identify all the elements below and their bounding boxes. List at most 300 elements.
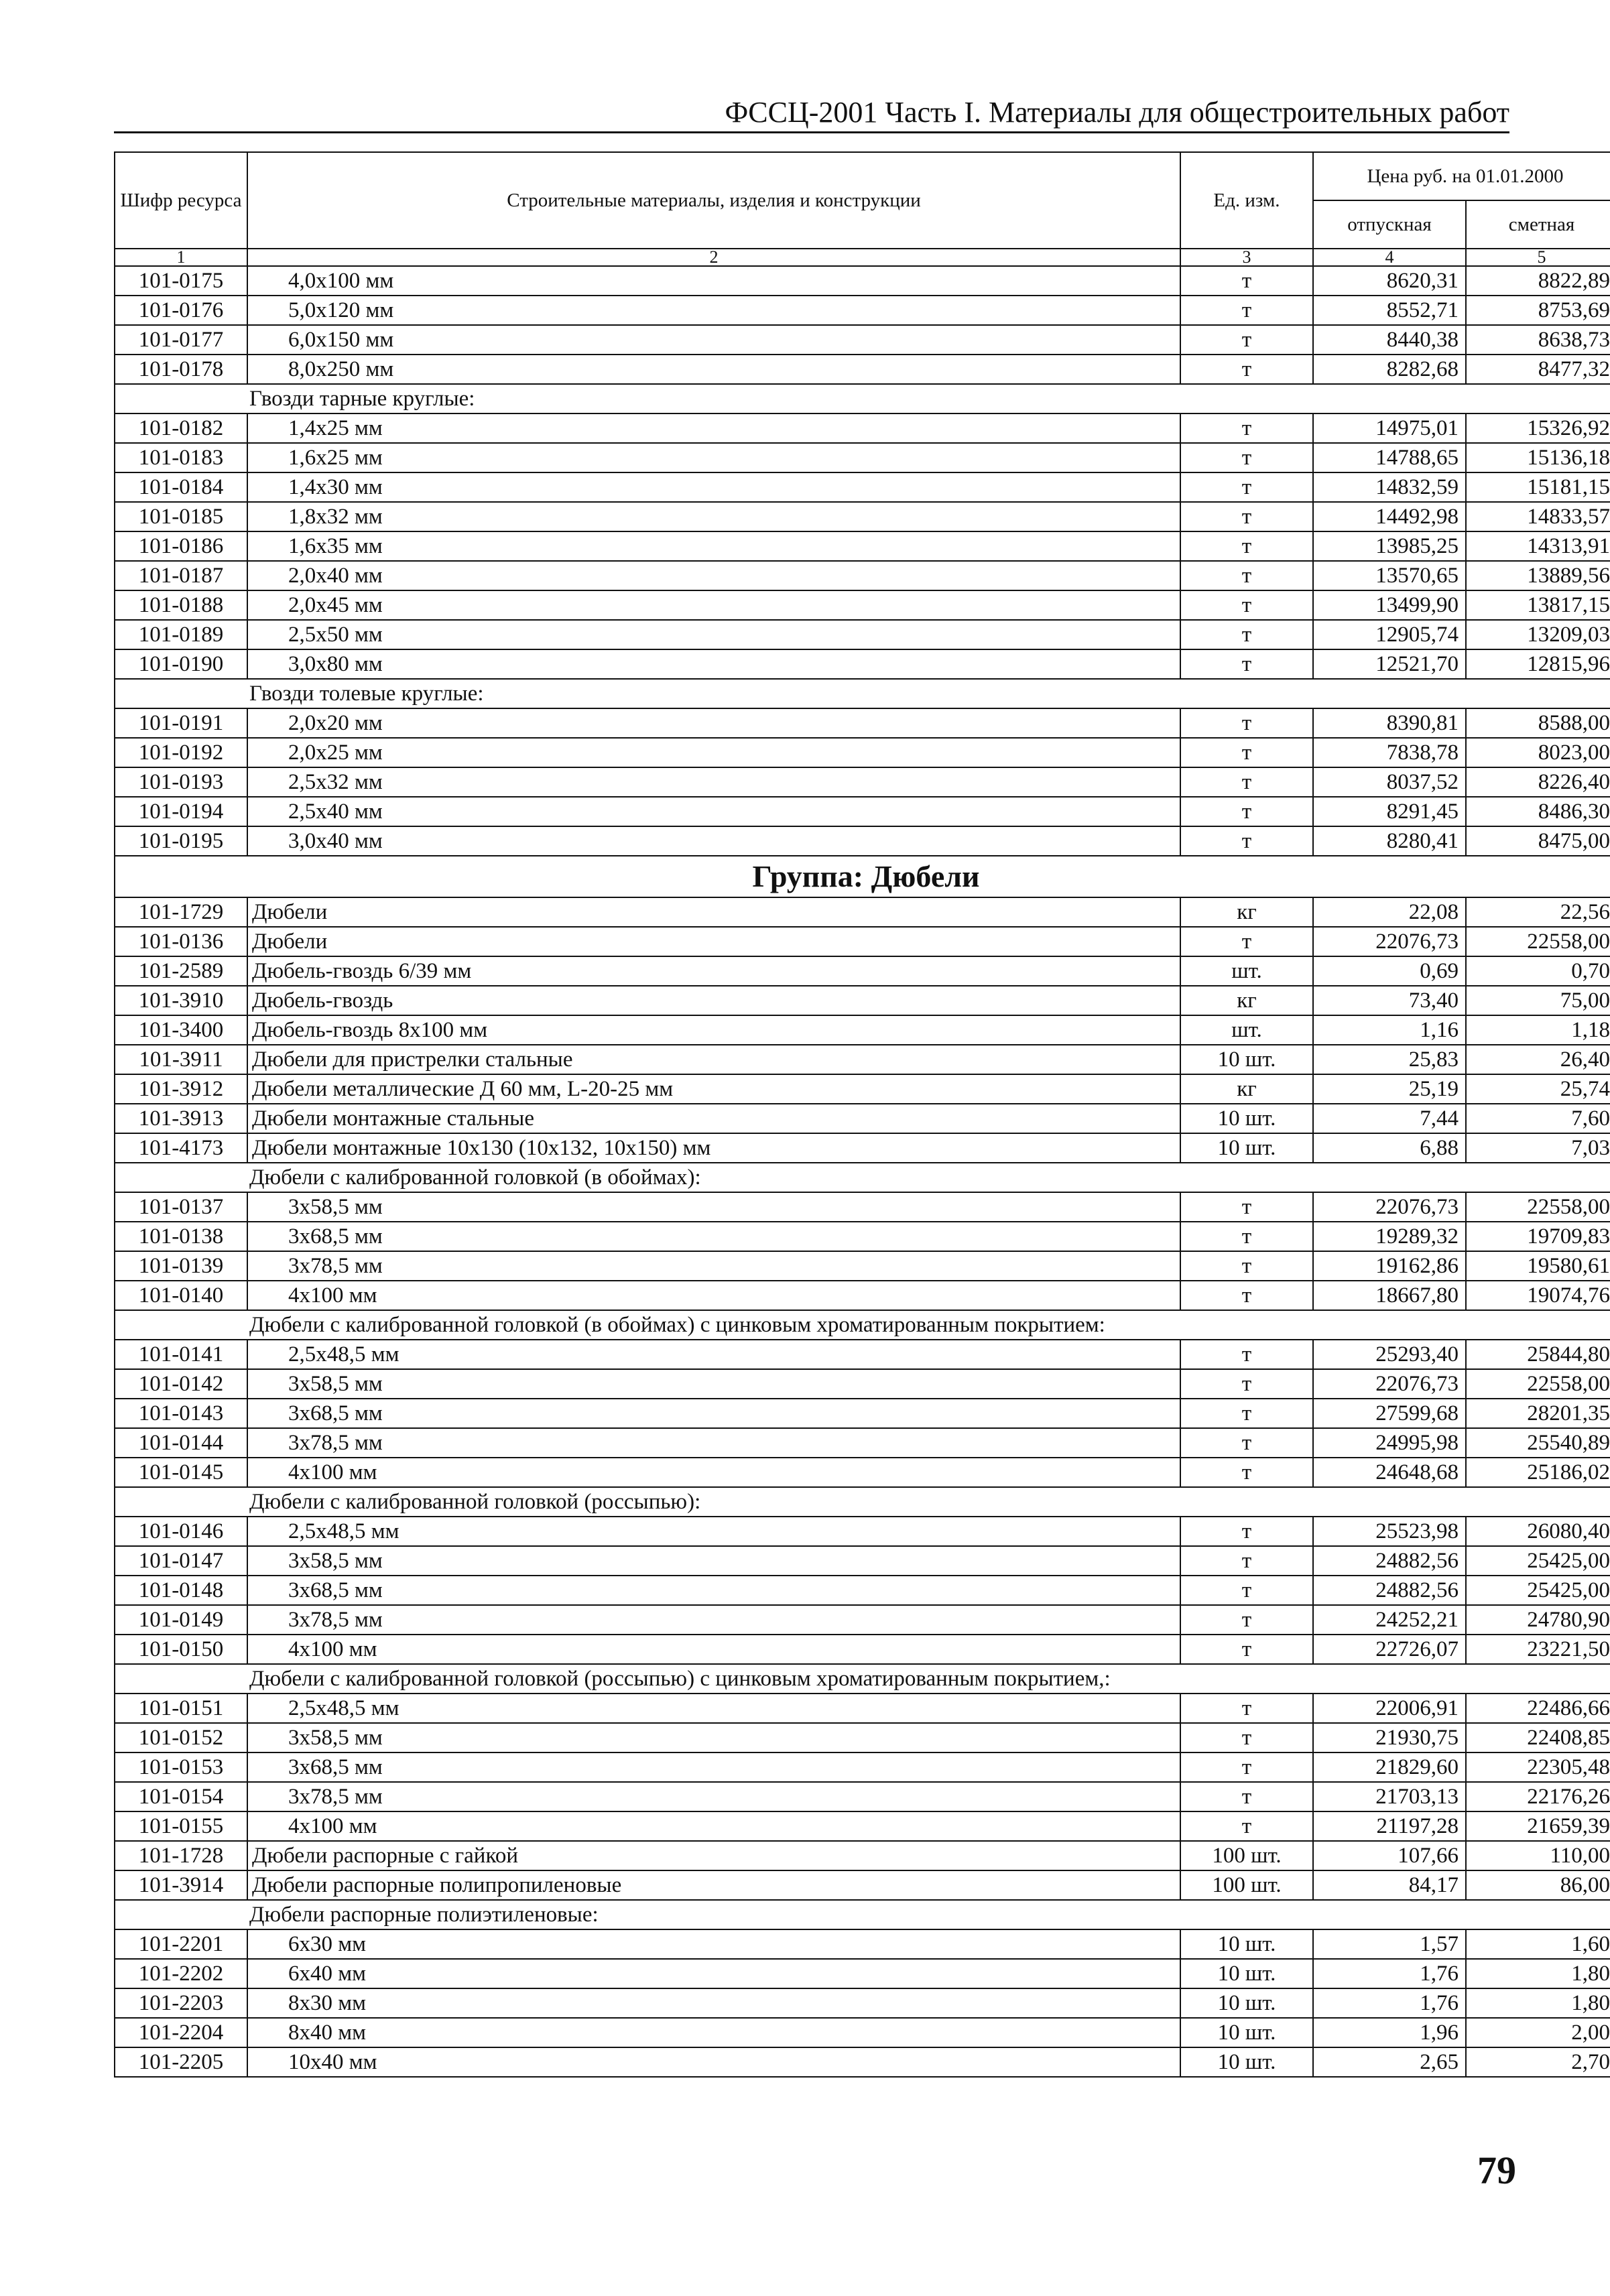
cell-code: 101-2201 (115, 1929, 247, 1959)
cell-release-price: 24995,98 (1313, 1428, 1466, 1458)
cell-name: 3х78,5 мм (247, 1251, 1180, 1281)
table-row (115, 986, 1610, 1015)
table-row (115, 1546, 1610, 1576)
cell-estimate-price: 25540,89 (1466, 1428, 1610, 1458)
cell-release-price: 13499,90 (1313, 590, 1466, 620)
cell-unit: т (1180, 502, 1313, 531)
cell-estimate-price: 1,18 (1466, 1015, 1610, 1045)
table-row (115, 561, 1610, 590)
cell-code: 101-0176 (115, 296, 247, 325)
cell-estimate-price: 8638,73 (1466, 325, 1610, 355)
cell-unit: т (1180, 472, 1313, 502)
table-row (115, 2018, 1610, 2047)
colnum-1: 1 (115, 249, 247, 266)
cell-code: 101-0194 (115, 797, 247, 826)
table-row (115, 1870, 1610, 1900)
cell-release-price: 22076,73 (1313, 1192, 1466, 1222)
cell-estimate-price: 8023,00 (1466, 738, 1610, 767)
cell-unit: 100 шт. (1180, 1870, 1313, 1900)
cell-release-price: 8620,31 (1313, 266, 1466, 296)
table-row (115, 1929, 1610, 1959)
cell-unit: т (1180, 826, 1313, 856)
table-row (115, 620, 1610, 649)
cell-code: 101-2205 (115, 2047, 247, 2077)
cell-code: 101-0139 (115, 1251, 247, 1281)
cell-estimate-price: 0,70 (1466, 956, 1610, 986)
cell-code: 101-0146 (115, 1517, 247, 1546)
cell-release-price: 12905,74 (1313, 620, 1466, 649)
cell-estimate-price: 2,70 (1466, 2047, 1610, 2077)
table-row (115, 1251, 1610, 1281)
table-row (115, 502, 1610, 531)
cell-code: 101-0148 (115, 1576, 247, 1605)
cell-estimate-price: 8753,69 (1466, 296, 1610, 325)
cell-estimate-price: 22408,85 (1466, 1723, 1610, 1752)
cell-name: 8х40 мм (247, 2018, 1180, 2047)
cell-code: 101-0185 (115, 502, 247, 531)
cell-release-price: 24882,56 (1313, 1546, 1466, 1576)
table-row (115, 956, 1610, 986)
table-row (115, 2047, 1610, 2077)
cell-name: Дюбели монтажные стальные (247, 1104, 1180, 1133)
cell-release-price: 22,08 (1313, 897, 1466, 927)
cell-name: 3х58,5 мм (247, 1546, 1180, 1576)
cell-release-price: 1,16 (1313, 1015, 1466, 1045)
cell-code: 101-0187 (115, 561, 247, 590)
cell-unit: 10 шт. (1180, 1959, 1313, 1988)
cell-code: 101-0191 (115, 708, 247, 738)
cell-unit: т (1180, 413, 1313, 443)
cell-release-price: 12521,70 (1313, 649, 1466, 679)
cell-code: 101-2202 (115, 1959, 247, 1988)
table-row (115, 1104, 1610, 1133)
cell-unit: т (1180, 1752, 1313, 1782)
subheading-row (115, 384, 1610, 413)
cell-name: Дюбели для пристрелки стальные (247, 1045, 1180, 1074)
table-row (115, 826, 1610, 856)
cell-estimate-price: 1,80 (1466, 1988, 1610, 2018)
cell-code: 101-0149 (115, 1605, 247, 1635)
cell-release-price: 19162,86 (1313, 1251, 1466, 1281)
cell-code: 101-0190 (115, 649, 247, 679)
subheading: Дюбели с калиброванной головкой (в обоймах) с цинковым хроматированным покрытием: (115, 1310, 1610, 1340)
cell-name: 6х30 мм (247, 1929, 1180, 1959)
cell-release-price: 21930,75 (1313, 1723, 1466, 1752)
cell-release-price: 73,40 (1313, 986, 1466, 1015)
cell-name: 8,0х250 мм (247, 355, 1180, 384)
cell-code: 101-0138 (115, 1222, 247, 1251)
cell-code: 101-0178 (115, 355, 247, 384)
cell-unit: т (1180, 649, 1313, 679)
cell-estimate-price: 8226,40 (1466, 767, 1610, 797)
cell-code: 101-0143 (115, 1399, 247, 1428)
cell-code: 101-0154 (115, 1782, 247, 1811)
cell-unit: т (1180, 1428, 1313, 1458)
cell-name: 3х58,5 мм (247, 1192, 1180, 1222)
subheading-row (115, 1163, 1610, 1192)
cell-name: 3х68,5 мм (247, 1399, 1180, 1428)
colnum-3: 3 (1180, 249, 1313, 266)
table-row (115, 590, 1610, 620)
cell-release-price: 1,76 (1313, 1988, 1466, 2018)
cell-name: 1,8х32 мм (247, 502, 1180, 531)
cell-code: 101-0186 (115, 531, 247, 561)
cell-estimate-price: 22305,48 (1466, 1752, 1610, 1782)
cell-release-price: 22076,73 (1313, 927, 1466, 956)
table-row (115, 649, 1610, 679)
cell-unit: 10 шт. (1180, 1104, 1313, 1133)
price-table (114, 151, 1610, 2078)
subheading: Гвозди тарные круглые: (115, 384, 1610, 413)
cell-code: 101-0140 (115, 1281, 247, 1310)
colnum-4: 4 (1313, 249, 1466, 266)
table-row (115, 708, 1610, 738)
subheading: Дюбели с калиброванной головкой (в обоймах): (115, 1163, 1610, 1192)
cell-release-price: 21829,60 (1313, 1752, 1466, 1782)
cell-estimate-price: 7,60 (1466, 1104, 1610, 1133)
cell-release-price: 25293,40 (1313, 1340, 1466, 1369)
cell-estimate-price: 12815,96 (1466, 649, 1610, 679)
table-row (115, 1841, 1610, 1870)
cell-code: 101-3913 (115, 1104, 247, 1133)
cell-code: 101-0151 (115, 1694, 247, 1723)
cell-release-price: 8037,52 (1313, 767, 1466, 797)
cell-estimate-price: 15136,18 (1466, 443, 1610, 472)
cell-estimate-price: 25425,00 (1466, 1546, 1610, 1576)
cell-code: 101-0155 (115, 1811, 247, 1841)
cell-name: Дюбели монтажные 10х130 (10х132, 10х150) мм (247, 1133, 1180, 1163)
cell-estimate-price: 22176,26 (1466, 1782, 1610, 1811)
colnum-5: 5 (1466, 249, 1610, 266)
page-title: ФССЦ-2001 Часть I. Материалы для общестроительных работ (114, 94, 1509, 133)
cell-release-price: 6,88 (1313, 1133, 1466, 1163)
cell-name: 2,5х40 мм (247, 797, 1180, 826)
cell-release-price: 8282,68 (1313, 355, 1466, 384)
cell-release-price: 0,69 (1313, 956, 1466, 986)
cell-unit: т (1180, 1694, 1313, 1723)
cell-name: 1,6х25 мм (247, 443, 1180, 472)
cell-unit: т (1180, 1458, 1313, 1487)
cell-code: 101-0175 (115, 266, 247, 296)
cell-estimate-price: 2,00 (1466, 2018, 1610, 2047)
cell-name: 4х100 мм (247, 1458, 1180, 1487)
cell-release-price: 22006,91 (1313, 1694, 1466, 1723)
cell-code: 101-3912 (115, 1074, 247, 1104)
table-row (115, 413, 1610, 443)
table-row (115, 1988, 1610, 2018)
header-unit: Ед. изм. (1180, 152, 1313, 249)
table-row (115, 531, 1610, 561)
subheading-row (115, 679, 1610, 708)
cell-unit: т (1180, 767, 1313, 797)
table-row (115, 1222, 1610, 1251)
header-name: Строительные материалы, изделия и конструкции (247, 152, 1180, 249)
cell-estimate-price: 13889,56 (1466, 561, 1610, 590)
page-number: 79 (1477, 2149, 1516, 2192)
cell-code: 101-0150 (115, 1635, 247, 1664)
cell-unit: шт. (1180, 1015, 1313, 1045)
cell-unit: т (1180, 927, 1313, 956)
cell-name: 3,0х40 мм (247, 826, 1180, 856)
cell-name: 2,5х32 мм (247, 767, 1180, 797)
cell-code: 101-2203 (115, 1988, 247, 2018)
cell-release-price: 22076,73 (1313, 1369, 1466, 1399)
cell-release-price: 14788,65 (1313, 443, 1466, 472)
cell-estimate-price: 25425,00 (1466, 1576, 1610, 1605)
cell-estimate-price: 19074,76 (1466, 1281, 1610, 1310)
cell-unit: 10 шт. (1180, 1045, 1313, 1074)
cell-release-price: 21703,13 (1313, 1782, 1466, 1811)
cell-release-price: 22726,07 (1313, 1635, 1466, 1664)
table-row (115, 1399, 1610, 1428)
cell-estimate-price: 110,00 (1466, 1841, 1610, 1870)
cell-estimate-price: 25186,02 (1466, 1458, 1610, 1487)
cell-name: 3х58,5 мм (247, 1723, 1180, 1752)
cell-release-price: 8280,41 (1313, 826, 1466, 856)
cell-code: 101-3911 (115, 1045, 247, 1074)
cell-name: 10х40 мм (247, 2047, 1180, 2077)
cell-unit: т (1180, 561, 1313, 590)
subheading: Гвозди толевые круглые: (115, 679, 1610, 708)
cell-unit: 10 шт. (1180, 2047, 1313, 2077)
cell-unit: 10 шт. (1180, 1988, 1313, 2018)
cell-estimate-price: 75,00 (1466, 986, 1610, 1015)
cell-estimate-price: 26,40 (1466, 1045, 1610, 1074)
cell-estimate-price: 86,00 (1466, 1870, 1610, 1900)
cell-release-price: 24252,21 (1313, 1605, 1466, 1635)
cell-name: Дюбели распорные с гайкой (247, 1841, 1180, 1870)
cell-estimate-price: 15326,92 (1466, 413, 1610, 443)
cell-estimate-price: 8822,89 (1466, 266, 1610, 296)
header-code: Шифр ресурса (115, 152, 247, 249)
cell-release-price: 7,44 (1313, 1104, 1466, 1133)
cell-release-price: 8390,81 (1313, 708, 1466, 738)
group-heading-row (115, 856, 1610, 897)
subheading: Дюбели с калиброванной головкой (россыпью) с цинковым хроматированным покрытием,: (115, 1664, 1610, 1694)
cell-unit: т (1180, 1192, 1313, 1222)
cell-unit: т (1180, 1546, 1313, 1576)
cell-release-price: 25,83 (1313, 1045, 1466, 1074)
cell-estimate-price: 1,60 (1466, 1929, 1610, 1959)
cell-name: 1,4х25 мм (247, 413, 1180, 443)
cell-unit: т (1180, 738, 1313, 767)
cell-estimate-price: 26080,40 (1466, 1517, 1610, 1546)
subheading: Дюбели распорные полиэтиленовые: (115, 1900, 1610, 1929)
cell-release-price: 14832,59 (1313, 472, 1466, 502)
cell-name: 4х100 мм (247, 1811, 1180, 1841)
cell-estimate-price: 22558,00 (1466, 927, 1610, 956)
cell-code: 101-0152 (115, 1723, 247, 1752)
cell-release-price: 107,66 (1313, 1841, 1466, 1870)
cell-name: 8х30 мм (247, 1988, 1180, 2018)
cell-estimate-price: 8588,00 (1466, 708, 1610, 738)
cell-unit: т (1180, 266, 1313, 296)
cell-code: 101-0189 (115, 620, 247, 649)
cell-name: Дюбели металлические Д 60 мм, L-20-25 мм (247, 1074, 1180, 1104)
table-row (115, 1133, 1610, 1163)
cell-unit: 10 шт. (1180, 1929, 1313, 1959)
cell-unit: т (1180, 620, 1313, 649)
cell-code: 101-0182 (115, 413, 247, 443)
group-heading: Группа: Дюбели (115, 856, 1610, 897)
cell-release-price: 21197,28 (1313, 1811, 1466, 1841)
table-row (115, 897, 1610, 927)
cell-estimate-price: 25844,80 (1466, 1340, 1610, 1369)
cell-code: 101-0142 (115, 1369, 247, 1399)
table-row (115, 1694, 1610, 1723)
cell-unit: т (1180, 531, 1313, 561)
cell-unit: т (1180, 1369, 1313, 1399)
cell-estimate-price: 22558,00 (1466, 1192, 1610, 1222)
cell-code: 101-0141 (115, 1340, 247, 1369)
cell-code: 101-4173 (115, 1133, 247, 1163)
table-row (115, 1192, 1610, 1222)
cell-code: 101-0192 (115, 738, 247, 767)
cell-code: 101-0153 (115, 1752, 247, 1782)
cell-code: 101-0147 (115, 1546, 247, 1576)
subheading-row (115, 1664, 1610, 1694)
cell-unit: т (1180, 797, 1313, 826)
cell-estimate-price: 28201,35 (1466, 1399, 1610, 1428)
cell-name: 2,0х40 мм (247, 561, 1180, 590)
cell-release-price: 8291,45 (1313, 797, 1466, 826)
cell-name: Дюбель-гвоздь 6/39 мм (247, 956, 1180, 986)
cell-estimate-price: 13209,03 (1466, 620, 1610, 649)
cell-unit: т (1180, 443, 1313, 472)
cell-name: 1,4х30 мм (247, 472, 1180, 502)
cell-name: 2,5х48,5 мм (247, 1694, 1180, 1723)
cell-name: 4х100 мм (247, 1635, 1180, 1664)
cell-name: Дюбель-гвоздь 8х100 мм (247, 1015, 1180, 1045)
cell-name: 3х68,5 мм (247, 1752, 1180, 1782)
table-row (115, 1458, 1610, 1487)
cell-code: 101-0195 (115, 826, 247, 856)
cell-estimate-price: 14833,57 (1466, 502, 1610, 531)
cell-name: 3,0х80 мм (247, 649, 1180, 679)
cell-estimate-price: 13817,15 (1466, 590, 1610, 620)
cell-unit: т (1180, 1723, 1313, 1752)
cell-unit: т (1180, 708, 1313, 738)
table-row (115, 443, 1610, 472)
cell-unit: 100 шт. (1180, 1841, 1313, 1870)
cell-estimate-price: 14313,91 (1466, 531, 1610, 561)
cell-release-price: 19289,32 (1313, 1222, 1466, 1251)
table-row (115, 738, 1610, 767)
cell-unit: т (1180, 1782, 1313, 1811)
table-row (115, 1281, 1610, 1310)
cell-unit: т (1180, 1222, 1313, 1251)
table-row (115, 1045, 1610, 1074)
cell-unit: т (1180, 1340, 1313, 1369)
cell-name: 4,0х100 мм (247, 266, 1180, 296)
cell-code: 101-2204 (115, 2018, 247, 2047)
table-row (115, 1074, 1610, 1104)
table-row (115, 355, 1610, 384)
cell-unit: т (1180, 1399, 1313, 1428)
cell-release-price: 14975,01 (1313, 413, 1466, 443)
cell-name: 3х78,5 мм (247, 1782, 1180, 1811)
cell-release-price: 25523,98 (1313, 1517, 1466, 1546)
cell-estimate-price: 8477,32 (1466, 355, 1610, 384)
table-row (115, 1517, 1610, 1546)
cell-release-price: 25,19 (1313, 1074, 1466, 1104)
table-row (115, 927, 1610, 956)
cell-name: 6х40 мм (247, 1959, 1180, 1988)
subheading-row (115, 1900, 1610, 1929)
table-row (115, 1576, 1610, 1605)
table-row (115, 266, 1610, 296)
cell-estimate-price: 19580,61 (1466, 1251, 1610, 1281)
cell-release-price: 8552,71 (1313, 296, 1466, 325)
table-row (115, 1369, 1610, 1399)
cell-name: 3х78,5 мм (247, 1428, 1180, 1458)
table-row (115, 1811, 1610, 1841)
cell-release-price: 14492,98 (1313, 502, 1466, 531)
cell-name: Дюбели распорные полипропиленовые (247, 1870, 1180, 1900)
table-row (115, 325, 1610, 355)
cell-release-price: 13570,65 (1313, 561, 1466, 590)
header-price: Цена руб. на 01.01.2000 (1313, 152, 1610, 200)
cell-estimate-price: 15181,15 (1466, 472, 1610, 502)
table-row (115, 1605, 1610, 1635)
cell-name: 2,0х25 мм (247, 738, 1180, 767)
table-row (115, 472, 1610, 502)
cell-code: 101-0177 (115, 325, 247, 355)
cell-code: 101-3914 (115, 1870, 247, 1900)
colnum-2: 2 (247, 249, 1180, 266)
cell-release-price: 24648,68 (1313, 1458, 1466, 1487)
cell-estimate-price: 25,74 (1466, 1074, 1610, 1104)
cell-name: 6,0х150 мм (247, 325, 1180, 355)
cell-code: 101-0188 (115, 590, 247, 620)
cell-code: 101-0193 (115, 767, 247, 797)
table-body (115, 266, 1610, 2077)
cell-estimate-price: 22,56 (1466, 897, 1610, 927)
cell-unit: т (1180, 1605, 1313, 1635)
table-row (115, 1959, 1610, 1988)
table-row (115, 1015, 1610, 1045)
cell-unit: 10 шт. (1180, 1133, 1313, 1163)
table-row (115, 296, 1610, 325)
cell-name: 2,0х45 мм (247, 590, 1180, 620)
cell-name: 3х68,5 мм (247, 1576, 1180, 1605)
cell-estimate-price: 7,03 (1466, 1133, 1610, 1163)
cell-unit: т (1180, 355, 1313, 384)
cell-release-price: 24882,56 (1313, 1576, 1466, 1605)
cell-code: 101-1729 (115, 897, 247, 927)
cell-estimate-price: 24780,90 (1466, 1605, 1610, 1635)
cell-code: 101-2589 (115, 956, 247, 986)
cell-code: 101-0144 (115, 1428, 247, 1458)
cell-release-price: 1,76 (1313, 1959, 1466, 1988)
cell-name: 3х58,5 мм (247, 1369, 1180, 1399)
cell-estimate-price: 23221,50 (1466, 1635, 1610, 1664)
subheading-row (115, 1310, 1610, 1340)
cell-name: 2,5х50 мм (247, 620, 1180, 649)
cell-unit: 10 шт. (1180, 2018, 1313, 2047)
cell-unit: т (1180, 590, 1313, 620)
cell-release-price: 18667,80 (1313, 1281, 1466, 1310)
cell-name: 2,0х20 мм (247, 708, 1180, 738)
cell-code: 101-0183 (115, 443, 247, 472)
cell-unit: т (1180, 1635, 1313, 1664)
price-table-container (114, 151, 1610, 2078)
cell-unit: шт. (1180, 956, 1313, 986)
table-row (115, 1782, 1610, 1811)
header-release-price: отпускная (1313, 200, 1466, 249)
cell-release-price: 1,57 (1313, 1929, 1466, 1959)
cell-estimate-price: 1,80 (1466, 1959, 1610, 1988)
